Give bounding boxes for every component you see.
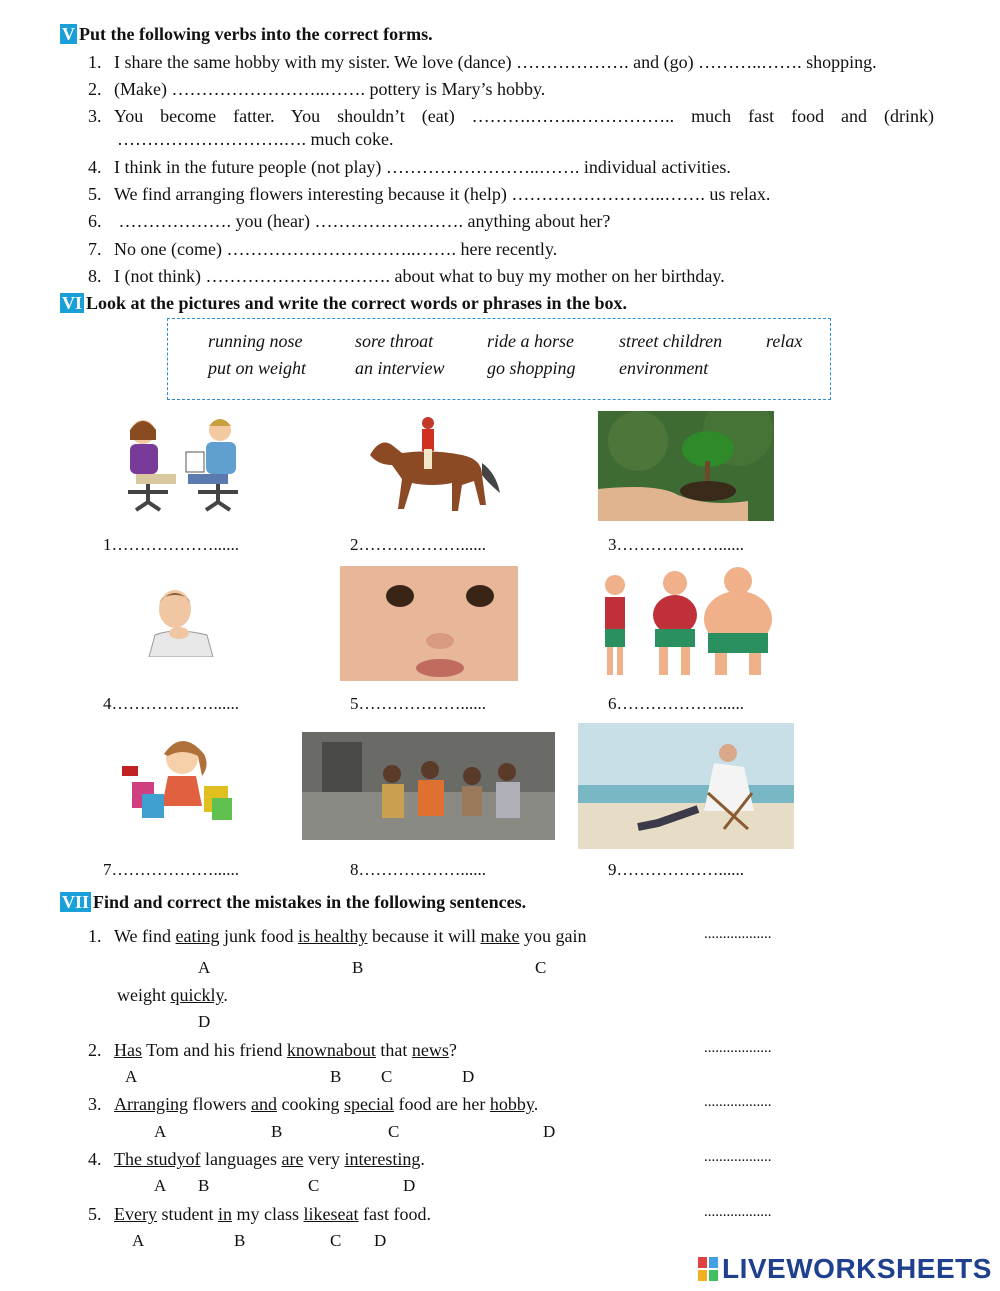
option-letter: B <box>352 958 364 977</box>
section5-heading <box>60 24 433 45</box>
shopping-picture <box>112 738 248 834</box>
word-option: put on weight <box>208 358 306 378</box>
answer-blank-8[interactable]: 8………………...... <box>350 860 486 879</box>
option-letter: C <box>308 1176 320 1195</box>
option-letter: D <box>462 1067 475 1086</box>
option-letter: A <box>154 1122 167 1141</box>
weight-gain-picture <box>593 567 776 682</box>
option-letter: B <box>330 1067 342 1086</box>
answer-blank-9[interactable]: 9………………...... <box>608 860 744 879</box>
s5-item-8: 8. I (not think) …………………………. about what to buy my mother on her birthday. <box>88 266 725 286</box>
s7-question-1: 1. We find eating junk food is healthy because it will make you gain <box>88 926 587 946</box>
answer-blank-5[interactable]: 5………………...... <box>350 694 486 713</box>
word-option: an interview <box>355 358 445 378</box>
s5-item-6: 6. ………………. you (hear) ……………………. anything about her? <box>88 211 611 231</box>
s7-question-3: 3. Arranging flowers and cooking special food are her hobby. <box>88 1094 539 1114</box>
s7-question-2: 2. Has Tom and his friend knownabout that news? <box>88 1040 457 1060</box>
section6-title: Look at the pictures and write the correct words or phrases in the box. <box>86 293 627 313</box>
s7-question-1-cont: weight quickly. <box>117 985 228 1005</box>
section7-heading <box>60 892 526 913</box>
option-letter: D <box>374 1231 387 1250</box>
correction-blank-1[interactable]: .................. <box>704 926 772 942</box>
word-option: sore throat <box>355 331 434 351</box>
section6-roman: VI <box>62 293 83 313</box>
liveworksheets-logo: LIVEWORKSHEETS <box>698 1253 992 1285</box>
option-letter: D <box>543 1122 556 1141</box>
logo-icon <box>698 1257 718 1281</box>
option-letter: C <box>330 1231 342 1250</box>
option-letter: C <box>381 1067 393 1086</box>
answer-blank-6[interactable]: 6………………...... <box>608 694 744 713</box>
word-box <box>167 318 831 400</box>
s5-item-2: 2. (Make) ……………………..……. pottery is Mary’s hobby. <box>88 79 546 99</box>
option-letter: C <box>535 958 547 977</box>
s5-item-1: 1. I share the same hobby with my sister. We love (dance) ………………. and (go) ………..……. shopping. <box>88 52 877 72</box>
word-option: ride a horse <box>487 331 574 351</box>
s5-item-7: 7. No one (come) …………………………..……. here recently. <box>88 239 558 259</box>
answer-blank-3[interactable]: 3………………...... <box>608 535 744 554</box>
option-letter: A <box>154 1176 167 1195</box>
horse-rider-picture <box>350 415 505 517</box>
baby-runny-nose-picture <box>340 566 518 681</box>
s5-item-3-cont: ……………………….…. much coke. <box>117 129 394 149</box>
word-option: running nose <box>208 331 303 351</box>
option-letter: B <box>198 1176 210 1195</box>
street-children-picture <box>302 732 555 840</box>
word-option: relax <box>766 331 803 351</box>
word-option: go shopping <box>487 358 576 378</box>
s7-question-5: 5. Every student in my class likeseat fast food. <box>88 1204 431 1224</box>
section7-title: Find and correct the mistakes in the following sentences. <box>93 892 527 912</box>
option-letter: A <box>125 1067 138 1086</box>
word-option: environment <box>619 358 709 378</box>
answer-blank-1[interactable]: 1………………...... <box>103 535 239 554</box>
s5-item-5: 5. We find arranging flowers interesting because it (help) ……………………..……. us relax. <box>88 184 771 204</box>
correction-blank-3[interactable]: .................. <box>704 1094 772 1110</box>
word-option: street children <box>619 331 723 351</box>
s5-item-3: 3. You become fatter. You shouldn’t (eat) ……….……..…………….. much fast food and (drink) <box>88 106 934 126</box>
section5-title: Put the following verbs into the correct forms. <box>79 24 433 44</box>
option-letter: D <box>403 1176 416 1195</box>
answer-blank-2[interactable]: 2………………...... <box>350 535 486 554</box>
correction-blank-5[interactable]: .................. <box>704 1204 772 1220</box>
option-letter: B <box>271 1122 283 1141</box>
answer-blank-7[interactable]: 7………………...... <box>103 860 239 879</box>
option-letter: C <box>388 1122 400 1141</box>
section5-roman: V <box>62 24 75 44</box>
section6-heading <box>60 293 627 314</box>
plant-in-hands-picture <box>598 411 774 521</box>
section7-roman: VII <box>62 892 90 912</box>
correction-blank-4[interactable]: .................. <box>704 1149 772 1165</box>
correction-blank-2[interactable]: .................. <box>704 1040 772 1056</box>
sore-throat-picture <box>143 585 219 657</box>
option-letter: D <box>198 1012 211 1031</box>
s5-item-4: 4. I think in the future people (not play) ……………………..……. individual activities. <box>88 157 731 177</box>
answer-blank-4[interactable]: 4………………...... <box>103 694 239 713</box>
option-letter: A <box>132 1231 145 1250</box>
option-letter: B <box>234 1231 246 1250</box>
option-letter: A <box>198 958 211 977</box>
relax-beach-picture <box>578 723 794 849</box>
s7-question-4: 4. The studyof languages are very interesting. <box>88 1149 425 1169</box>
interview-picture <box>108 412 258 520</box>
